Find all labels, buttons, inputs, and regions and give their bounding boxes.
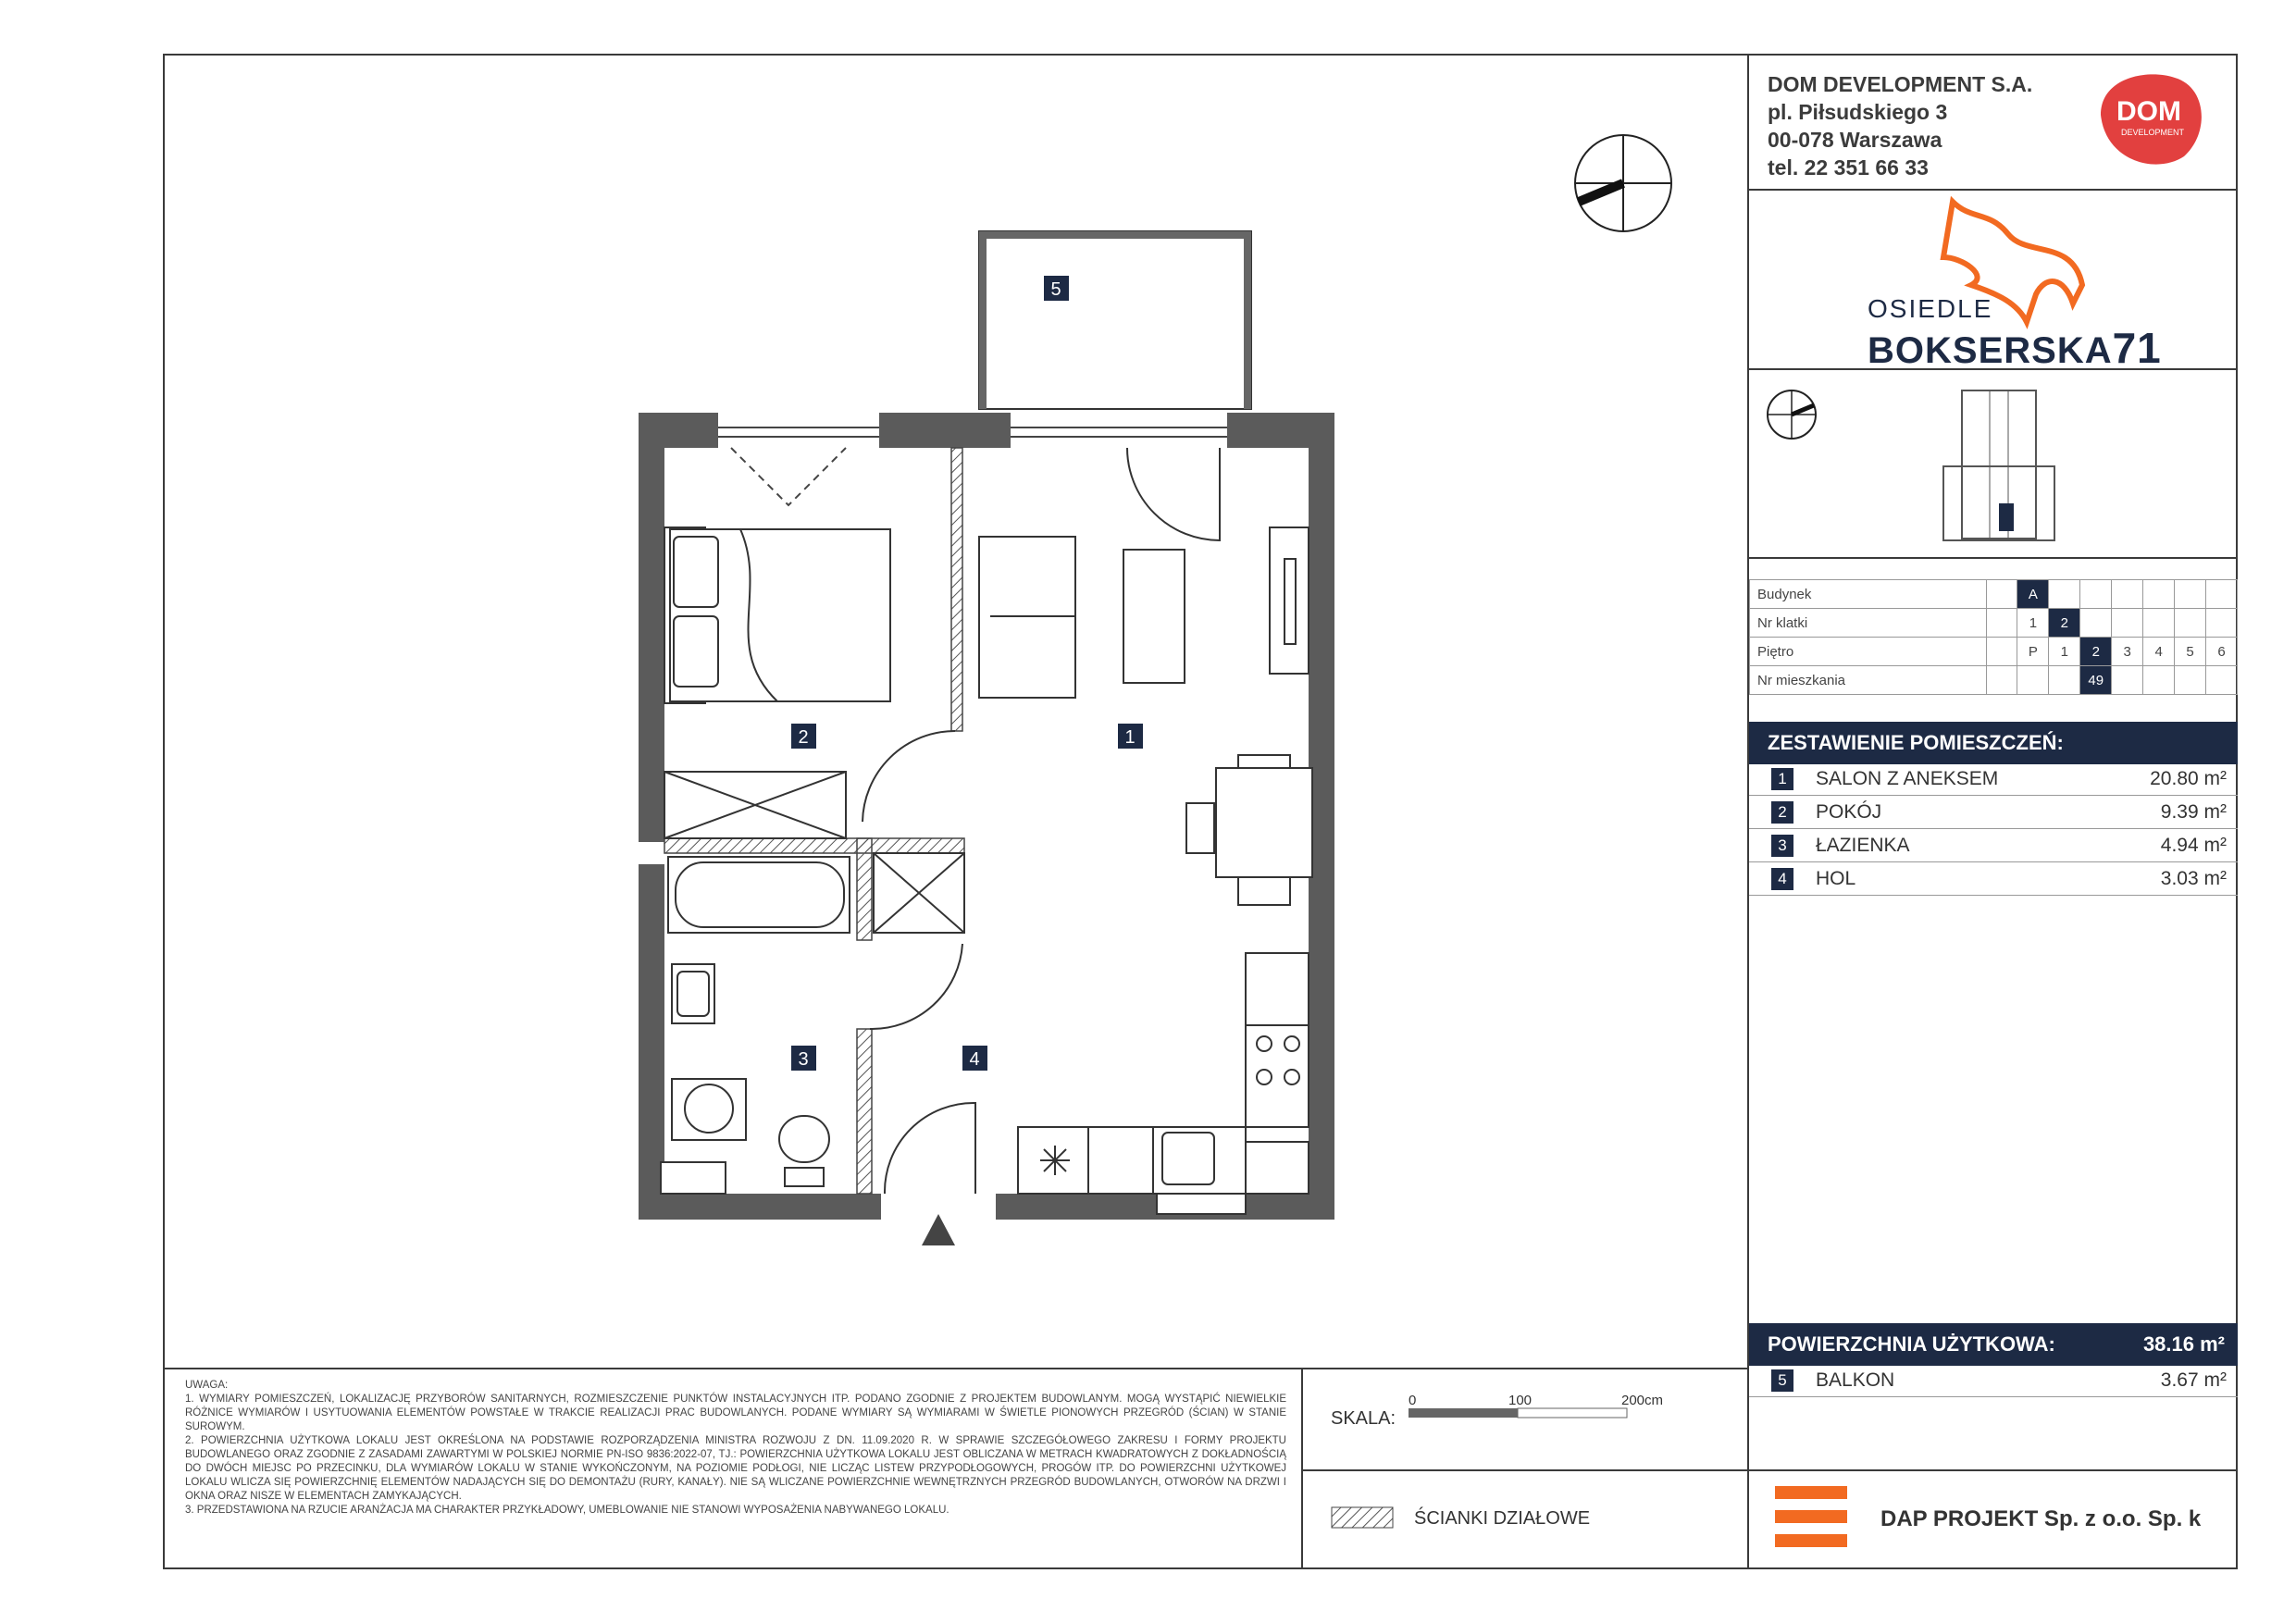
svg-text:200cm: 200cm bbox=[1621, 1393, 1664, 1408]
project-name-line1: OSIEDLE bbox=[1868, 294, 1993, 323]
svg-text:DEVELOPMENT: DEVELOPMENT bbox=[2120, 128, 2185, 137]
svg-text:DOM: DOM bbox=[2116, 96, 2181, 127]
floor-selected: 2 bbox=[2080, 638, 2112, 666]
balcony-row: 5 BALKON 3.67 m² bbox=[1749, 1366, 2238, 1397]
svg-text:100: 100 bbox=[1508, 1393, 1533, 1408]
company-address-2: 00-078 Warszawa bbox=[1768, 128, 1942, 152]
usable-area-label: POWIERZCHNIA UŻYTKOWA: bbox=[1768, 1332, 2055, 1356]
balcony bbox=[979, 231, 1251, 409]
compass-icon bbox=[1575, 135, 1671, 231]
apartment-location-table: Budynek A Nr klatki 1 2 Piętro P 1 2 3 4 5 6 Nr mieszkania 49 bbox=[1749, 579, 2238, 695]
building-label: Budynek bbox=[1750, 580, 1987, 609]
room-row: 1 SALON Z ANEKSEM 20.80 m² bbox=[1749, 764, 2238, 796]
company-phone: tel. 22 351 66 33 bbox=[1768, 155, 1929, 180]
room-row: 2 POKÓJ 9.39 m² bbox=[1749, 798, 2238, 829]
notes bbox=[185, 1379, 1286, 1518]
plan-label-2: 2 bbox=[798, 727, 809, 748]
scale-bar bbox=[1407, 1390, 1684, 1427]
note-1: 1. WYMIARY POMIESZCZEŃ, LOKALIZACJĘ PRZYBORÓW SANITARNYCH, ROZMIESZCZENIE PUNKTÓW INSTALACYJNYCH ITP. PODANO ZGODNIE Z PROJEKTEM BUDOWLANYM. MOGĄ WYSTĄPIĆ NIEWIELKIE RÓŻNICE WYMIARÓW I USYTUOWANIA ELEMENTÓW POWSTAŁE W TRAKCIE REALIZACJI PRAC BUDOWLANYCH. PODANE WYMIARY SĄ WYMIARAMI W ŚWIETLE PIONOWYCH PRZEGRÓD (ŚCIAN) W STANIE SUROWYM. bbox=[185, 1394, 1286, 1432]
partition-legend-swatch bbox=[1331, 1506, 1396, 1530]
scale-legend-box bbox=[1301, 1369, 1747, 1569]
bathroom bbox=[661, 853, 964, 1194]
plan-label-4: 4 bbox=[969, 1049, 980, 1070]
staircase-selected: 2 bbox=[2049, 609, 2080, 638]
entrance-marker bbox=[922, 1214, 955, 1245]
site-plan-thumbnail bbox=[1934, 383, 2073, 550]
usable-area-bar bbox=[1749, 1323, 2238, 1366]
dap-logo-icon bbox=[1775, 1486, 1849, 1551]
apartment-label: Nr mieszkania bbox=[1750, 666, 1987, 695]
project-name-line2: BOKSERSKA71 bbox=[1868, 324, 2162, 372]
plan-label-3: 3 bbox=[798, 1049, 809, 1070]
notes-title: UWAGA: bbox=[185, 1380, 229, 1391]
usable-area-value: 38.16 m² bbox=[2142, 1332, 2225, 1356]
building-value: A bbox=[2017, 580, 2049, 609]
info-panel bbox=[1747, 54, 2238, 1569]
note-2: 2. POWIERZCHNIA UŻYTKOWA LOKALU JEST OKREŚLONA NA PODSTAWIE ROZPORZĄDZENIA MINISTRA ROZWOJU Z DN. 11.09.2020 R. W SPRAWIE SZCZEGÓŁOWEGO ZAKRESU I FORMY PROJEKTU BUDOWLANEGO ORAZ ZGODNIE Z ZASADAMI ZAWARTYMI W POLSKIEJ NORMIE PN-ISO 9836:2022-07, TJ.: POWIERZCHNIA UŻYTKOWA LOKALU JEST OBLICZANA W METRACH KWADRATOWYCH Z DOKŁADNOŚCIĄ DO DWÓCH MIEJSC PO PRZECINKU, DLA WYMIARÓW LOKALU W STANIE WYKOŃCZONYM, NA POZIOMIE PODŁOGI, NIE LICZĄC LISTEW PRZYPODŁOGOWYCH, PROGÓW ITP. DO POWIERZCHNI UŻYTKOWEJ LOKALU WLICZA SIĘ POWIERZCHNIĘ ELEMENTÓW NADAJĄCYCH SIĘ DO DEMONTAŻU (RURY, KANAŁY). NIE SĄ WLICZANE POWIERZCHNIE WEWNĘTRZNYCH PRZEGRÓD BUDOWLANYCH, OTWORÓW NA DRZWI I OKNA ORAZ NISZE W ELEMENTACH ZAMYKAJĄCYCH. bbox=[185, 1435, 1286, 1502]
company-info bbox=[1768, 70, 2032, 181]
floor-label: Piętro bbox=[1750, 638, 1987, 666]
svg-text:0: 0 bbox=[1409, 1393, 1417, 1408]
dom-development-logo bbox=[2091, 68, 2210, 168]
apartment-number: 49 bbox=[2080, 666, 2112, 695]
kitchen bbox=[1018, 953, 1309, 1214]
site-compass-icon bbox=[1764, 387, 1819, 442]
plan-label-1: 1 bbox=[1124, 727, 1136, 748]
designer-name: DAP PROJEKT Sp. z o.o. Sp. k bbox=[1880, 1506, 2202, 1531]
company-name: DOM DEVELOPMENT S.A. bbox=[1768, 72, 2033, 96]
bedroom-furniture bbox=[664, 527, 890, 838]
rooms-header: ZESTAWIENIE POMIESZCZEŃ: bbox=[1749, 722, 2238, 764]
partition-legend-label: ŚCIANKI DZIAŁOWE bbox=[1414, 1508, 1591, 1529]
room-row: 3 ŁAZIENKA 4.94 m² bbox=[1749, 831, 2238, 862]
plan-label-5: 5 bbox=[1050, 279, 1061, 300]
note-3: 3. PRZEDSTAWIONA NA RZUCIE ARANŻACJA MA CHARAKTER PRZYKŁADOWY, UMEBLOWANIE NIE STANOWI WYPOSAŻENIA NABYWANEGO LOKALU. bbox=[185, 1505, 949, 1516]
living-furniture bbox=[979, 527, 1312, 905]
room-row: 4 HOL 3.03 m² bbox=[1749, 864, 2238, 896]
staircase-label: Nr klatki bbox=[1750, 609, 1987, 638]
company-address-1: pl. Piłsudskiego 3 bbox=[1768, 100, 1948, 124]
scale-label: SKALA: bbox=[1331, 1408, 1396, 1429]
